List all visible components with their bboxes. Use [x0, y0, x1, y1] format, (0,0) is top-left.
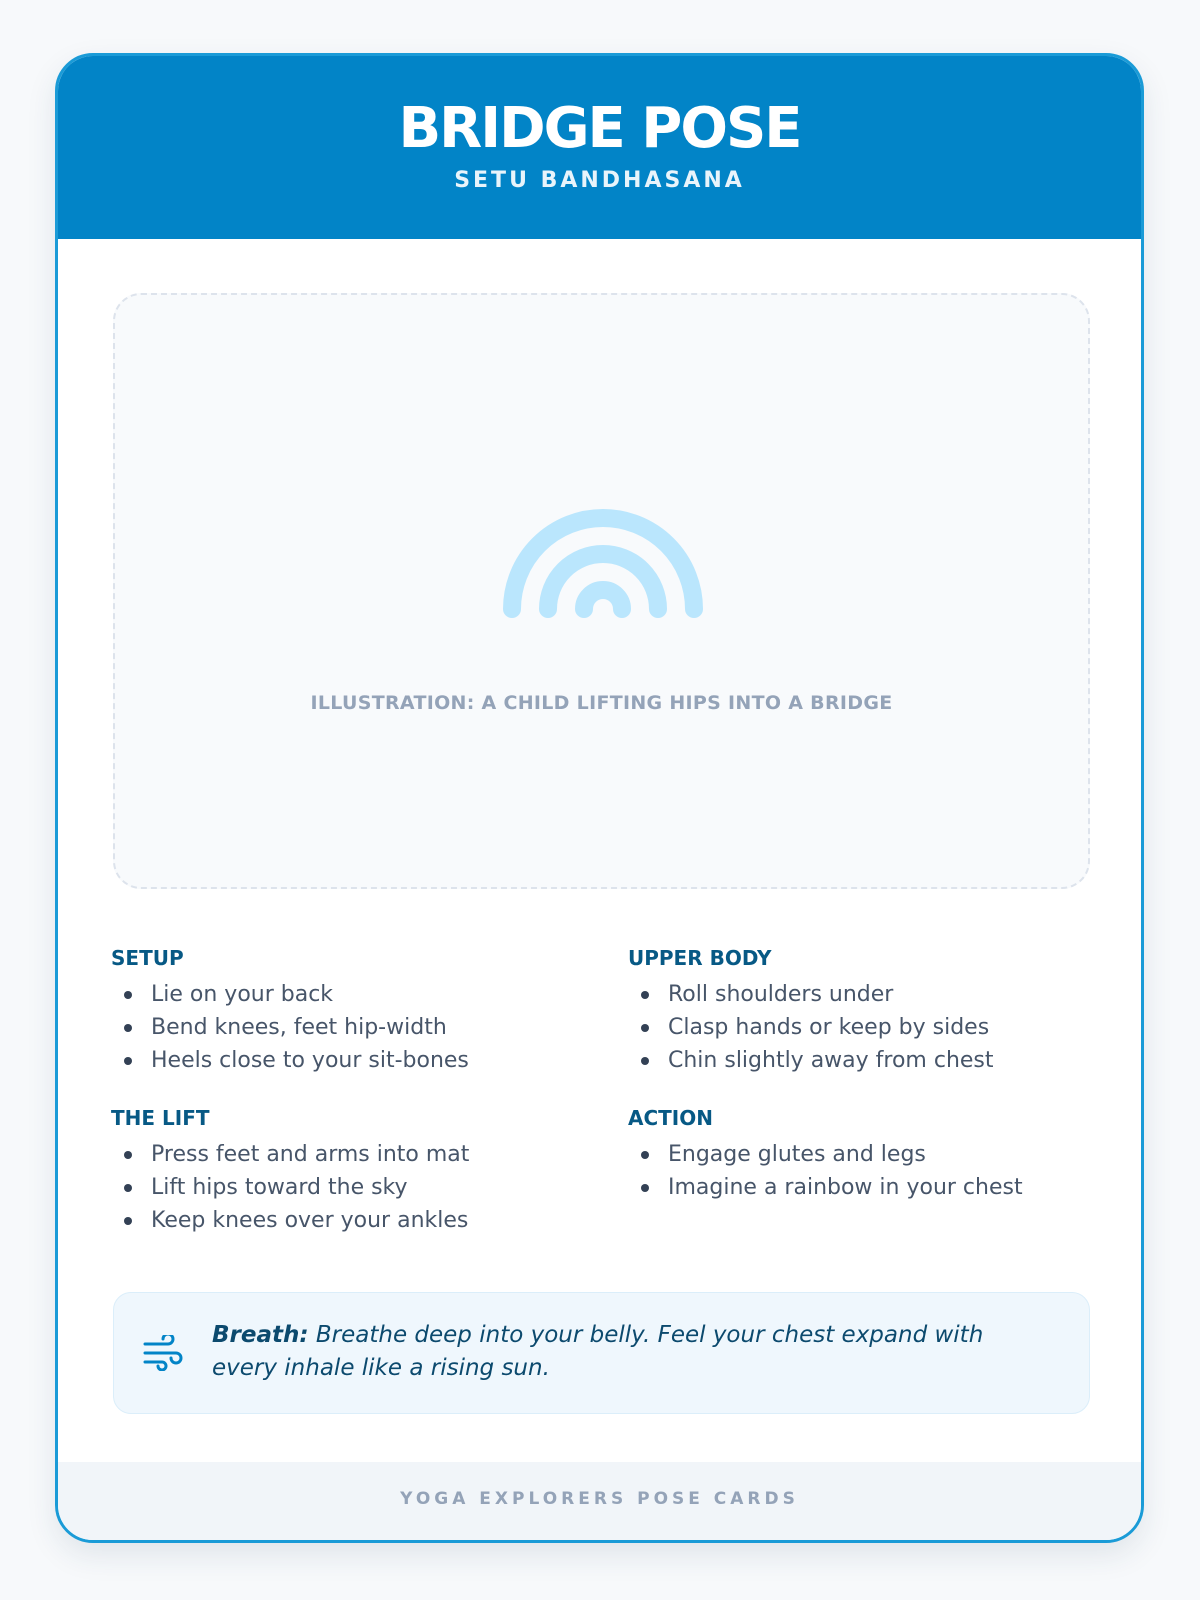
bullet-dot: [641, 1057, 649, 1065]
list-item-text: Press feet and arms into mat: [151, 1142, 470, 1167]
bullet-dot: [124, 991, 132, 999]
list-item: [111, 1138, 581, 1171]
illustration-placeholder: [113, 293, 1090, 889]
pose-title: BRIDGE POSE: [398, 96, 801, 161]
list-item: [628, 1138, 1098, 1171]
rainbow-arch-icon: [503, 508, 703, 628]
instruction-list: [111, 978, 581, 1077]
section-the-lift: [111, 1106, 581, 1237]
section-setup: [111, 946, 581, 1077]
bullet-dot: [124, 1184, 132, 1192]
section-title: ACTION: [628, 1106, 713, 1130]
list-item-text: Heels close to your sit-bones: [151, 1048, 469, 1073]
section-upper-body: [628, 946, 1098, 1077]
bullet-dot: [124, 1217, 132, 1225]
list-item: [111, 978, 581, 1011]
breath-description: Breathe deep into your belly. Feel your chest expand with every inhale like a rising sun.: [212, 1322, 984, 1381]
list-item: [628, 1171, 1098, 1204]
list-item: [628, 1011, 1098, 1044]
instruction-list: [111, 1138, 581, 1237]
breath-label: Breath:: [212, 1322, 309, 1348]
bullet-dot: [641, 1151, 649, 1159]
list-item: [111, 1171, 581, 1204]
instruction-list: [628, 1138, 1098, 1204]
bullet-dot: [641, 991, 649, 999]
list-item-text: Lift hips toward the sky: [151, 1175, 408, 1200]
list-item-text: Chin slightly away from chest: [668, 1048, 994, 1073]
section-action: [628, 1106, 1098, 1204]
bullet-dot: [641, 1184, 649, 1192]
section-title: UPPER BODY: [628, 946, 772, 970]
bullet-dot: [124, 1151, 132, 1159]
breath-text: [212, 1319, 1052, 1385]
list-item-text: Imagine a rainbow in your chest: [668, 1175, 1023, 1200]
list-item-text: Engage glutes and legs: [668, 1142, 926, 1167]
list-item: [111, 1011, 581, 1044]
list-item-text: Clasp hands or keep by sides: [668, 1015, 990, 1040]
instruction-list: [628, 978, 1098, 1077]
list-item: [628, 1044, 1098, 1077]
list-item-text: Bend knees, feet hip-width: [151, 1015, 447, 1040]
footer-text: YOGA EXPLORERS POSE CARDS: [400, 1489, 799, 1509]
section-title: SETUP: [111, 946, 184, 970]
list-item: [628, 978, 1098, 1011]
bullet-dot: [124, 1024, 132, 1032]
list-item-text: Roll shoulders under: [668, 982, 894, 1007]
breath-tip: [113, 1292, 1090, 1414]
list-item-text: Lie on your back: [151, 982, 334, 1007]
pose-sanskrit-name: SETU BANDHASANA: [454, 168, 745, 193]
bullet-dot: [641, 1024, 649, 1032]
list-item-text: Keep knees over your ankles: [151, 1208, 469, 1233]
list-item: [111, 1044, 581, 1077]
card-footer: [58, 1462, 1141, 1540]
section-title: THE LIFT: [111, 1106, 210, 1130]
card-header: [58, 56, 1141, 239]
pose-card: [55, 53, 1144, 1543]
list-item: [111, 1204, 581, 1237]
illustration-caption: ILLUSTRATION: A CHILD LIFTING HIPS INTO A BRIDGE: [310, 692, 893, 714]
wind-icon: [142, 1335, 186, 1371]
bullet-dot: [124, 1057, 132, 1065]
